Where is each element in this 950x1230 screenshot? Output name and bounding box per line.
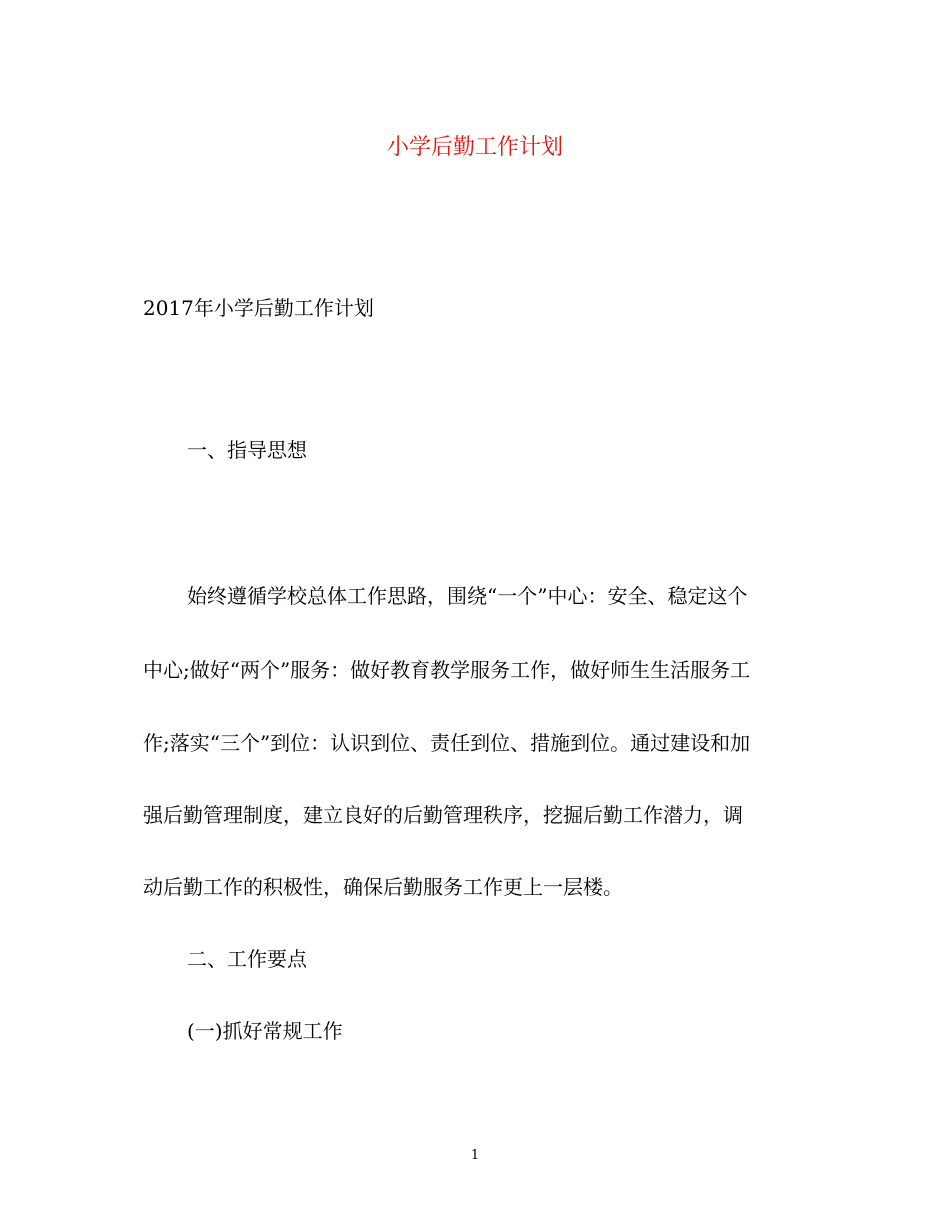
document-title: 小学后勤工作计划 — [386, 135, 563, 160]
section-heading-work-points: 二、工作要点 — [187, 947, 307, 971]
paragraph-line: 作;落实“三个”到位：认识到位、责任到位、措施到位。通过建设和加 — [143, 731, 751, 755]
document-subtitle: 2017年小学后勤工作计划 — [143, 296, 374, 320]
section-heading-guiding-ideology: 一、指导思想 — [187, 438, 307, 462]
paragraph-line: 中心;做好“两个”服务：做好教育教学服务工作，做好师生生活服务工 — [143, 658, 751, 682]
page-number: 1 — [470, 1148, 480, 1163]
paragraph-line: 强后勤管理制度，建立良好的后勤管理秩序，挖掘后勤工作潜力，调 — [143, 803, 743, 827]
subsection-heading-routine-work: (一)抓好常规工作 — [187, 1019, 343, 1043]
paragraph-line: 始终遵循学校总体工作思路，围绕“一个”中心：安全、稳定这个 — [187, 584, 748, 608]
paragraph-line: 动后勤工作的积极性，确保后勤服务工作更上一层楼。 — [143, 875, 623, 899]
